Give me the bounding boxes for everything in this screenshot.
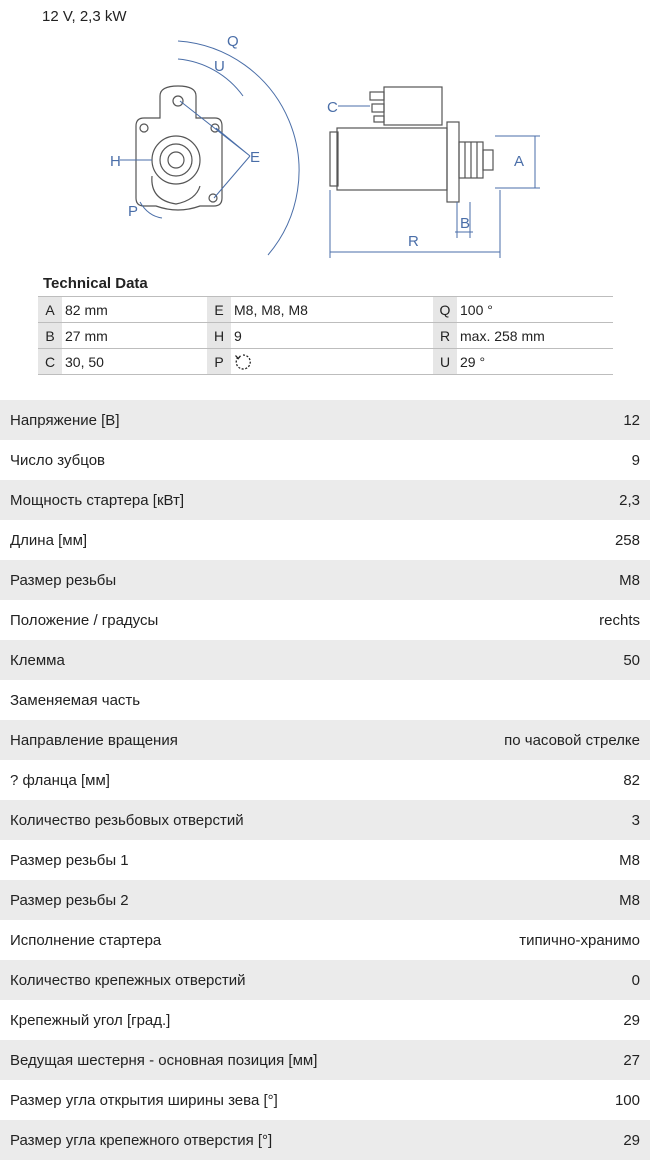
- label-p: P: [128, 203, 139, 220]
- spec-value: 258: [614, 531, 640, 549]
- technical-data-title: Technical Data: [43, 275, 148, 292]
- key-cell: U: [433, 349, 457, 375]
- key-cell: R: [433, 323, 457, 349]
- page-title: 12 V, 2,3 kW: [42, 8, 127, 25]
- spec-label: Размер угла открытия ширины зева [°]: [10, 1091, 278, 1109]
- spec-row: [0, 920, 650, 960]
- leader-e: [180, 101, 250, 198]
- spec-row: [0, 1120, 650, 1160]
- spec-label: Заменяемая часть: [10, 691, 141, 709]
- value-cell: M8, M8, M8: [231, 297, 433, 323]
- value-cell: max. 258 mm: [457, 323, 613, 349]
- front-view-pinion-mid: [160, 144, 192, 176]
- spec-value: 100: [614, 1091, 640, 1109]
- spec-value: 27: [623, 1051, 640, 1069]
- spec-label: Размер угла крепежного отверстия [°]: [10, 1131, 273, 1149]
- starter-drawing: [0, 26, 650, 266]
- spec-label: Направление вращения: [10, 731, 178, 749]
- spec-label: Крепежный угол [град.]: [10, 1011, 171, 1029]
- spec-row: [0, 640, 650, 680]
- spec-label: Число зубцов: [10, 451, 106, 469]
- side-view-solenoid-terminal-3: [374, 116, 384, 122]
- spec-label: Количество крепежных отверстий: [10, 971, 246, 989]
- spec-label: Размер резьбы: [10, 571, 117, 589]
- spec-row: [0, 520, 650, 560]
- label-r: R: [408, 233, 419, 250]
- value-cell: 27 mm: [62, 323, 207, 349]
- dimension-arc-p: [140, 202, 162, 218]
- front-view-mount-hole-left: [140, 124, 148, 132]
- spec-label: Исполнение стартера: [10, 931, 162, 949]
- spec-label: Ведущая шестерня - основная позиция [мм]: [10, 1051, 318, 1069]
- value-cell: 9: [231, 323, 433, 349]
- front-view-flange: [136, 86, 222, 210]
- specifications-list: [0, 400, 650, 1160]
- spec-label: Напряжение [В]: [10, 411, 120, 429]
- label-h: H: [110, 153, 121, 170]
- spec-row: [0, 760, 650, 800]
- spec-label: Размер резьбы 2: [10, 891, 129, 909]
- side-view-drive-housing: [447, 122, 459, 202]
- spec-row: [0, 1080, 650, 1120]
- label-b: B: [460, 215, 471, 232]
- spec-value: 50: [623, 651, 640, 669]
- key-cell: H: [207, 323, 231, 349]
- key-cell: P: [207, 349, 231, 375]
- spec-value: типично-хранимо: [519, 931, 640, 949]
- front-view-pinion-inner: [168, 152, 184, 168]
- spec-label: Количество резьбовых отверстий: [10, 811, 244, 829]
- side-view-shaft-tip: [483, 150, 493, 170]
- spec-value: 29: [623, 1011, 640, 1029]
- spec-row: [0, 1040, 650, 1080]
- spec-label: Клемма: [10, 651, 65, 669]
- side-view-solenoid: [384, 87, 442, 125]
- spec-value: 3: [631, 811, 640, 829]
- spec-row: [0, 800, 650, 840]
- clockwise-rotation-icon: [234, 353, 252, 371]
- spec-row: [0, 960, 650, 1000]
- side-view-solenoid-terminal-2: [372, 104, 384, 112]
- value-cell: 100 °: [457, 297, 613, 323]
- technical-data-table: [38, 296, 613, 375]
- label-u: U: [214, 58, 225, 75]
- spec-value: M8: [619, 891, 640, 909]
- value-cell: 29 °: [457, 349, 613, 375]
- side-view-solenoid-terminal-1: [370, 92, 384, 100]
- technical-data-row: [38, 297, 613, 323]
- spec-value: 9: [631, 451, 640, 469]
- value-cell: 82 mm: [62, 297, 207, 323]
- label-e: E: [250, 149, 261, 166]
- spec-row: [0, 880, 650, 920]
- front-view-mount-hole-top: [173, 96, 183, 106]
- spec-label: Мощность стартера [кВт]: [10, 491, 185, 509]
- spec-row: [0, 680, 650, 720]
- spec-value: 82: [623, 771, 640, 789]
- front-view-pinion-outer: [152, 136, 200, 184]
- spec-value: M8: [619, 851, 640, 869]
- spec-value: 12: [623, 411, 640, 429]
- key-cell: B: [38, 323, 62, 349]
- label-a: A: [514, 153, 525, 170]
- spec-row: [0, 600, 650, 640]
- spec-row: [0, 1000, 650, 1040]
- key-cell: E: [207, 297, 231, 323]
- spec-label: ? фланца [мм]: [10, 771, 110, 789]
- spec-row: [0, 480, 650, 520]
- spec-label: Размер резьбы 1: [10, 851, 129, 869]
- spec-label: Длина [мм]: [10, 531, 88, 549]
- dimension-arc-u: [178, 59, 243, 96]
- front-view-body: [152, 176, 200, 204]
- spec-value: M8: [619, 571, 640, 589]
- spec-row: [0, 720, 650, 760]
- key-cell: C: [38, 349, 62, 375]
- spec-value: 29: [623, 1131, 640, 1149]
- rotation-value-cell: [231, 349, 433, 375]
- spec-row: [0, 560, 650, 600]
- technical-data-row: [38, 349, 613, 375]
- spec-label: Положение / градусы: [10, 611, 159, 629]
- spec-row: [0, 440, 650, 480]
- label-c: C: [327, 99, 338, 116]
- key-cell: Q: [433, 297, 457, 323]
- technical-data-row: [38, 323, 613, 349]
- spec-value: rechts: [599, 611, 640, 629]
- spec-value: 2,3: [619, 491, 640, 509]
- label-q: Q: [227, 33, 239, 50]
- side-view-motor-body: [337, 128, 447, 190]
- spec-value: по часовой стрелке: [504, 731, 640, 749]
- spec-row: [0, 400, 650, 440]
- side-view-pinion-teeth: [465, 142, 477, 178]
- spec-value: 0: [631, 971, 640, 989]
- key-cell: A: [38, 297, 62, 323]
- spec-row: [0, 840, 650, 880]
- value-cell: 30, 50: [62, 349, 207, 375]
